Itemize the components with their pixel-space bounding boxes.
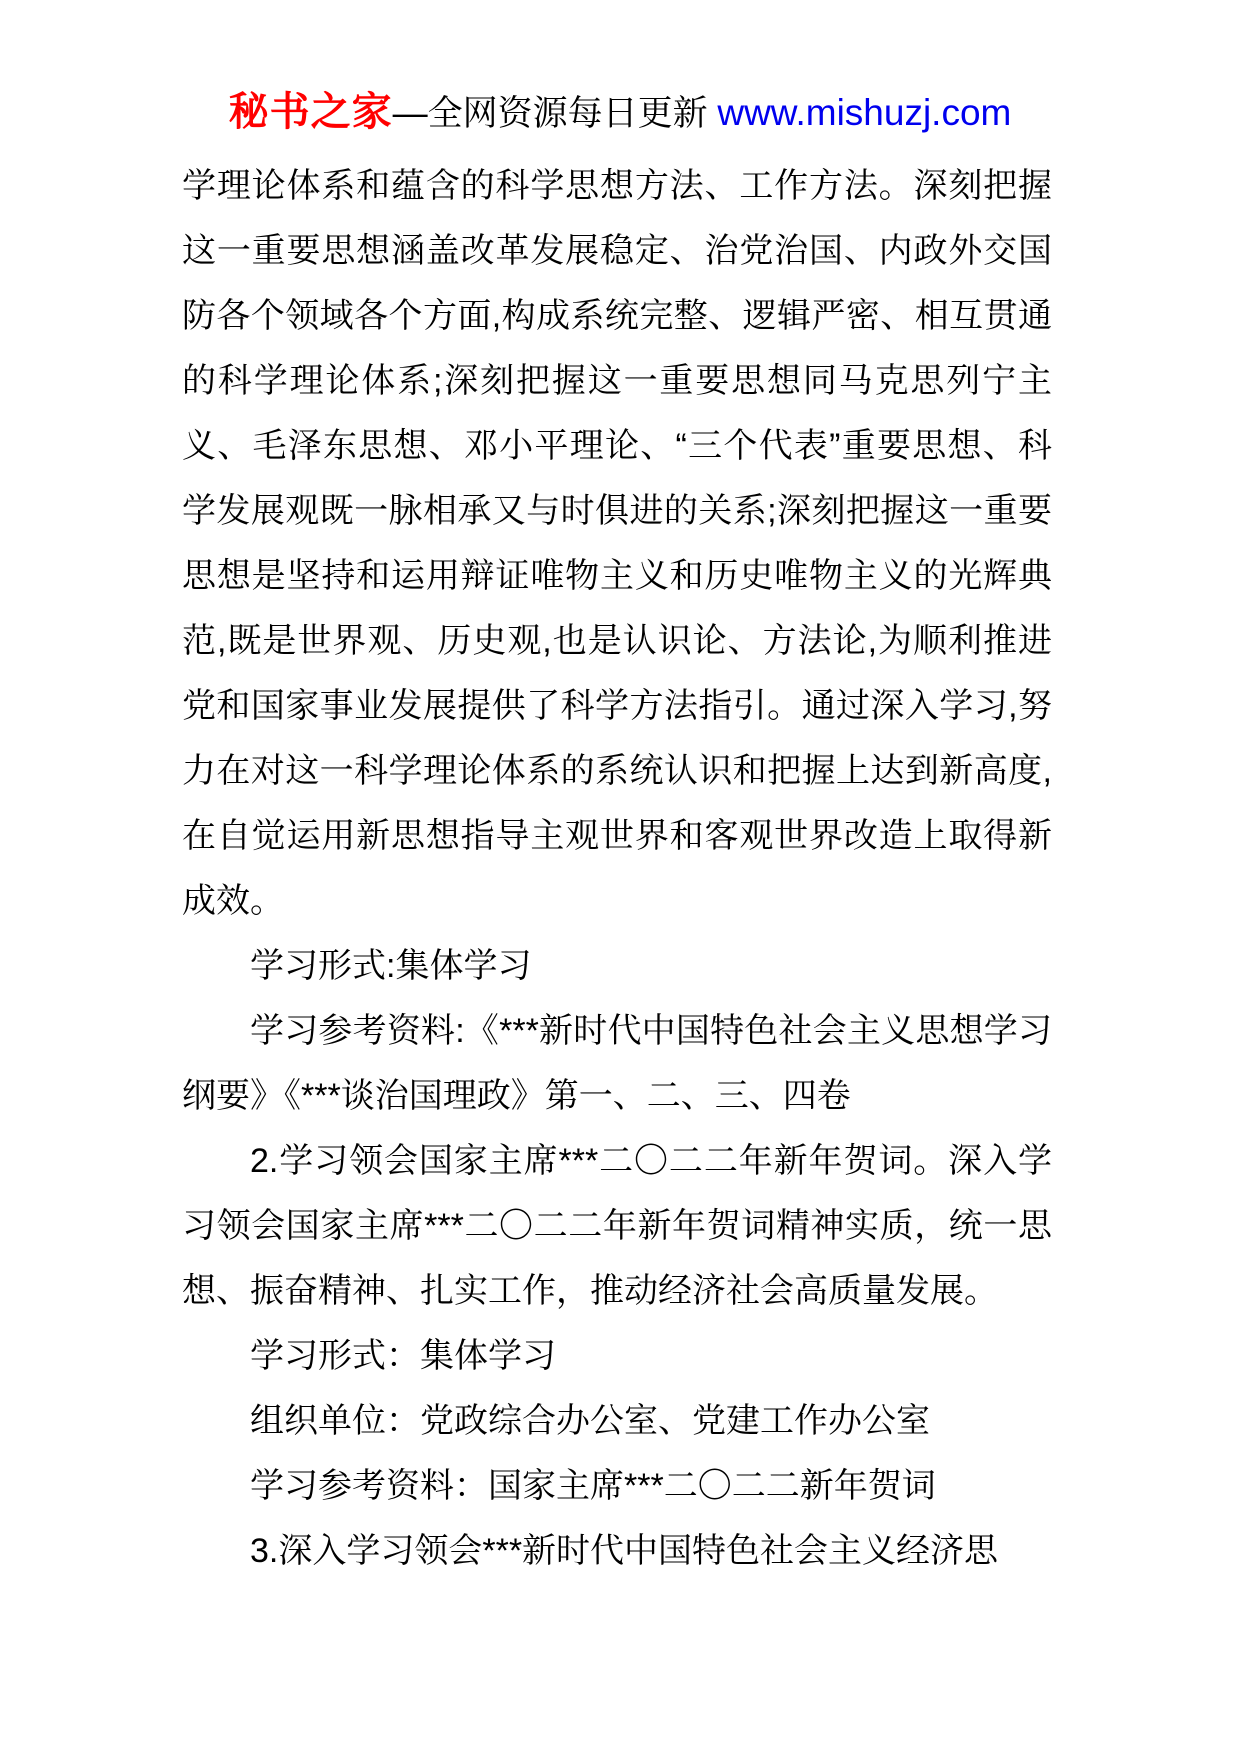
site-url-link[interactable]: www.mishuzj.com	[717, 92, 1012, 133]
site-brand: 秘书之家	[228, 90, 393, 134]
document-body	[182, 154, 1052, 1584]
paragraph-study-format-2: 学习形式：集体学习	[250, 1337, 556, 1375]
paragraph-organizing-unit: 组织单位：党政综合办公室、党建工作办公室	[250, 1402, 930, 1440]
paragraph-item-2: 2.学习领会国家主席***二〇二二年新年贺词。深入学习领会国家主席***二〇二二年新年贺词精神实质，统一思想、振奋精神、扎实工作，推动经济社会高质量发展。	[182, 1142, 1052, 1310]
page-header	[0, 88, 1240, 145]
paragraph-study-format-1: 学习形式:集体学习	[250, 947, 532, 985]
paragraph-study-materials-1: 学习参考资料:《***新时代中国特色社会主义思想学习纲要》《***谈治国理政》第一、二、三、四卷	[182, 1012, 1052, 1115]
site-tagline: —全网资源每日更新	[392, 94, 718, 133]
paragraph-item-3: 3.深入学习领会***新时代中国特色社会主义经济思	[250, 1532, 999, 1570]
paragraph-study-materials-2: 学习参考资料：国家主席***二〇二二新年贺词	[250, 1467, 936, 1505]
paragraph-continuation: 学理论体系和蕴含的科学思想方法、工作方法。深刻把握这一重要思想涵盖改革发展稳定、治党治国、内政外交国防各个领域各个方面,构成系统完整、逻辑严密、相互贯通的科学理论体系;深刻把握这一重要思想同马克思列宁主义、毛泽东思想、邓小平理论、“三个代表”重要思想、科学发展观既一脉相承又与时俱进的关系;深刻把握这一重要思想是坚持和运用辩证唯物主义和历史唯物主义的光辉典范,既是世界观、历史观,也是认识论、方法论,为顺利推进党和国家事业发展提供了科学方法指引。通过深入学习,努力在对这一科学理论体系的系统认识和把握上达到新高度,在自觉运用新思想指导主观世界和客观世界改造上取得新成效。	[182, 167, 1052, 920]
